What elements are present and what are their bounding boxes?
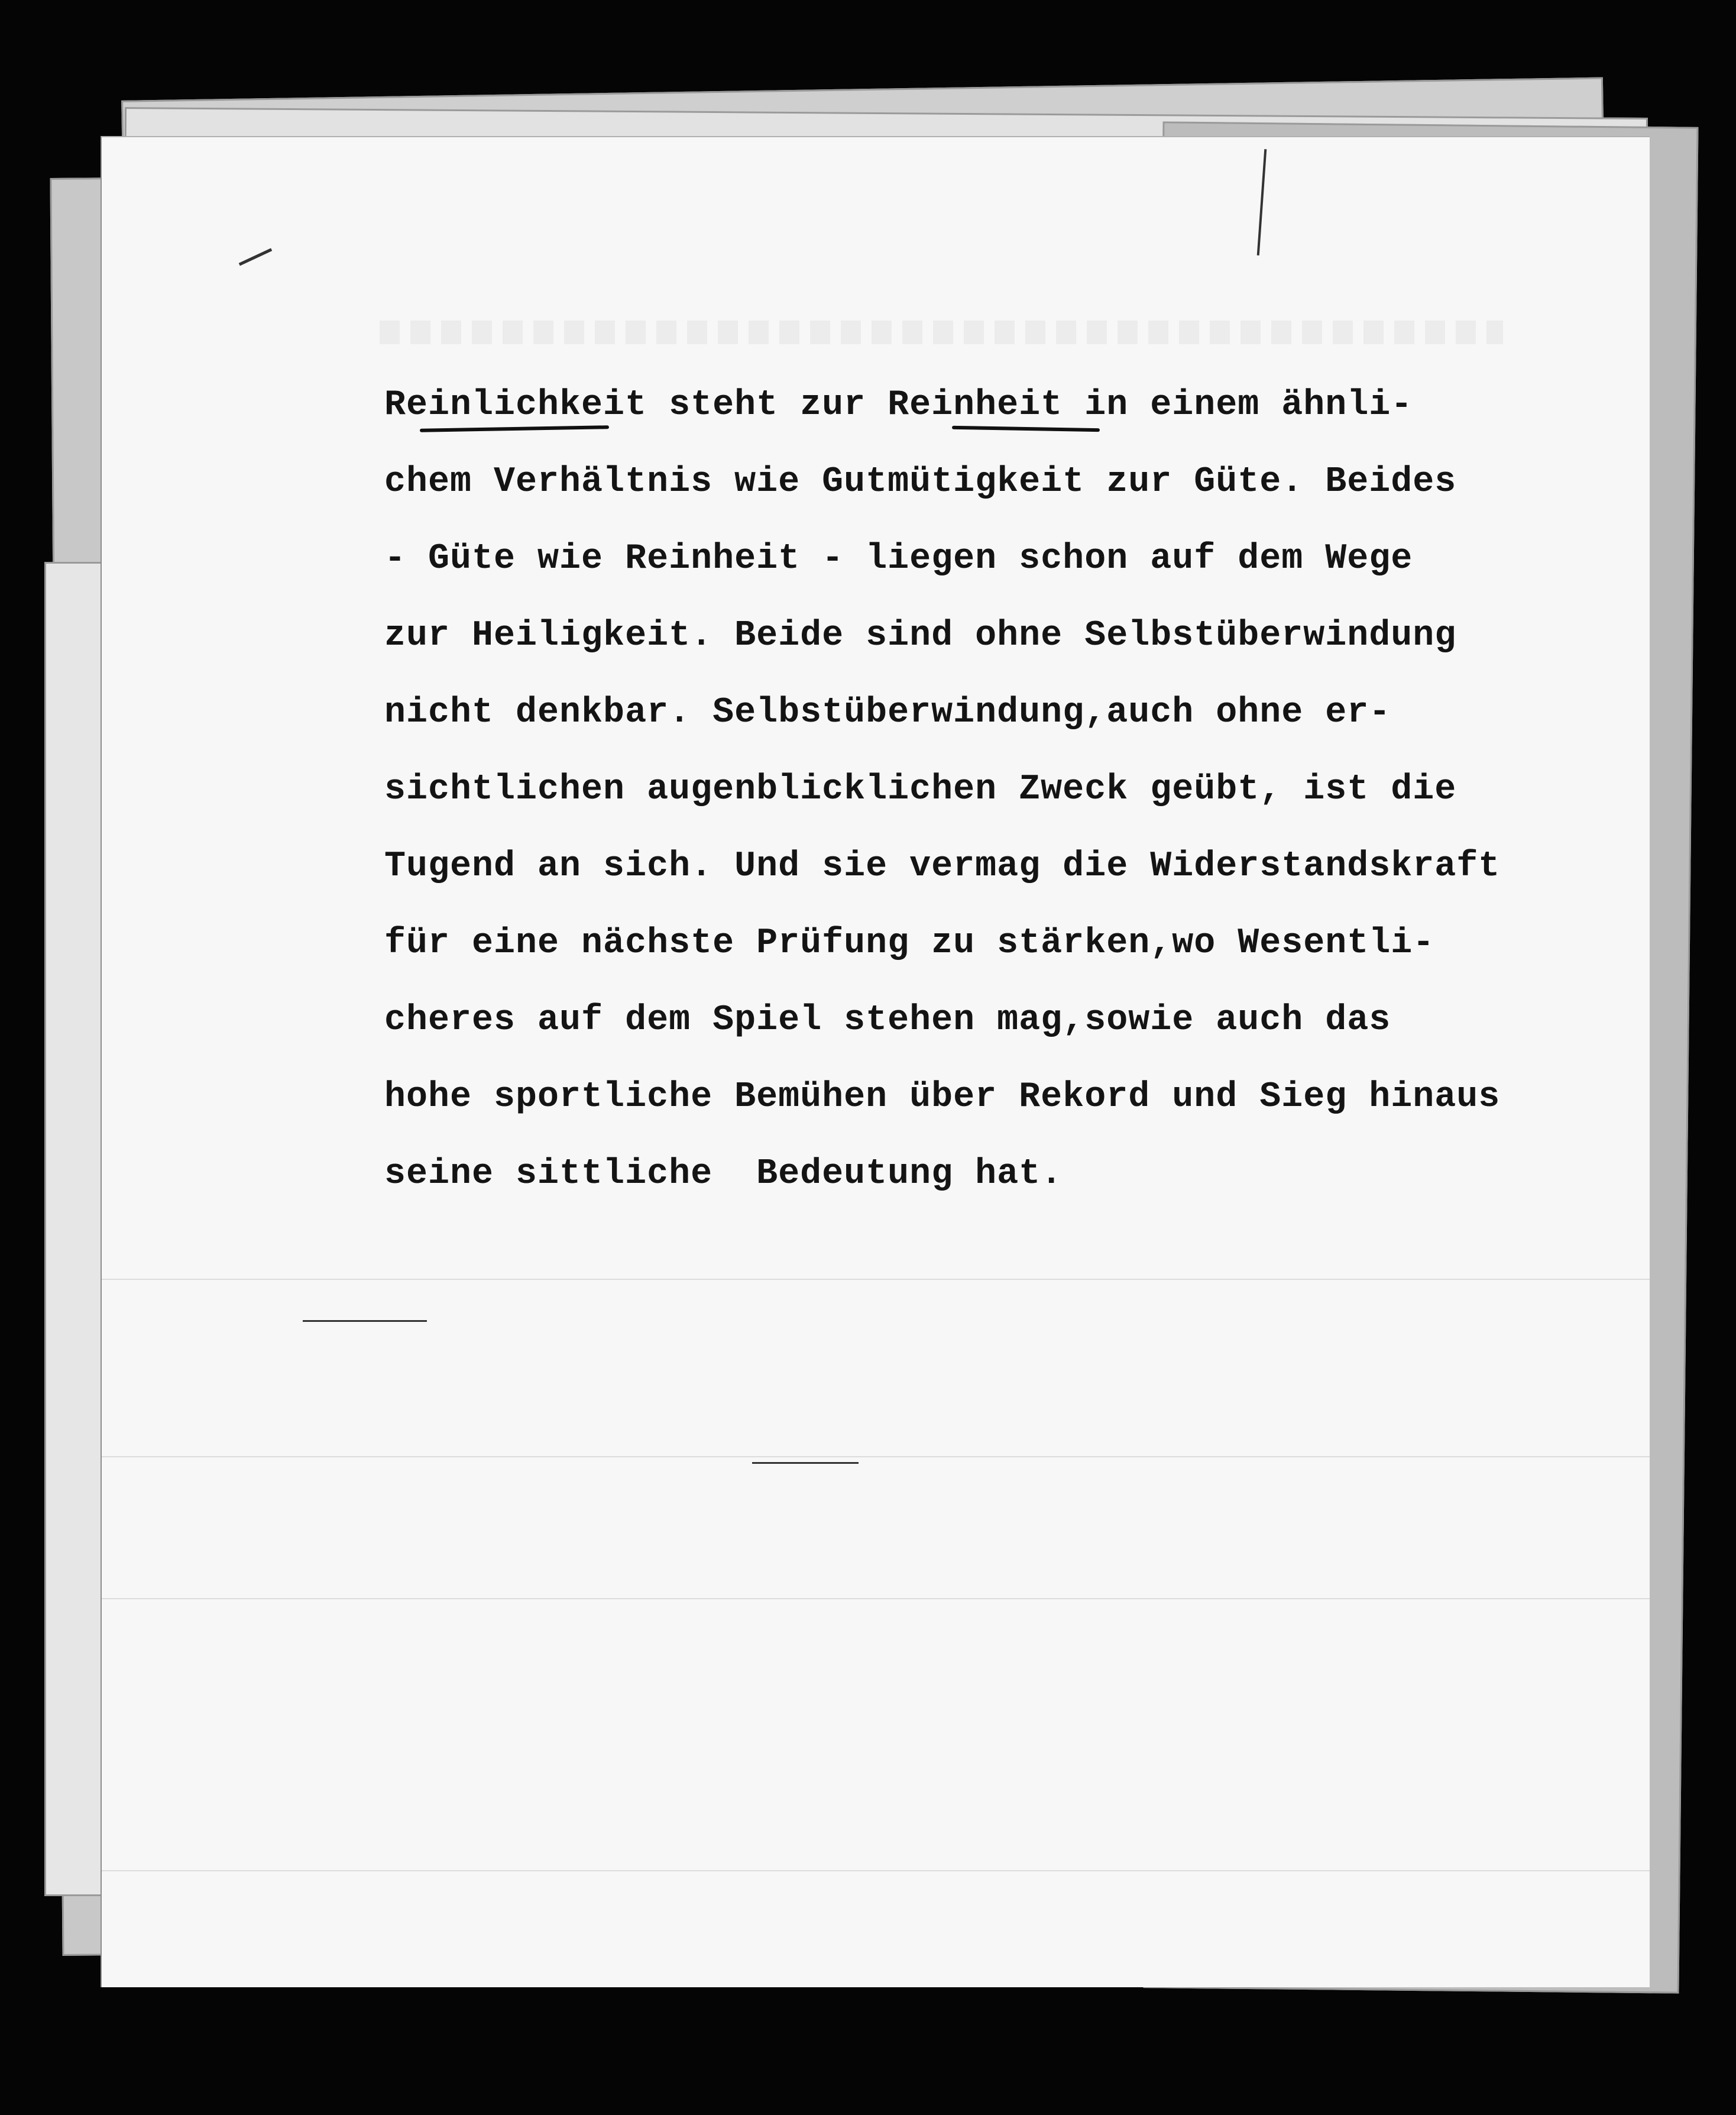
body-text xyxy=(384,367,1638,1212)
bleed-through-text xyxy=(380,321,1503,344)
text-line: hohe sportliche Bemühen über Rekord und Sieg hinaus xyxy=(384,1077,1501,1117)
text-line: Reinlichkeit steht zur Reinheit in einem ähnli- xyxy=(384,385,1413,425)
text-line: cheres auf dem Spiel stehen mag,sowie auch das xyxy=(384,1000,1391,1040)
page-rule xyxy=(102,1598,1650,1599)
pencil-mark xyxy=(752,1462,859,1464)
text-line: nicht denkbar. Selbstüberwindung,auch ohne er- xyxy=(384,693,1391,733)
page-rule xyxy=(102,1279,1650,1280)
pencil-mark xyxy=(303,1320,427,1322)
text-line: - Güte wie Reinheit - liegen schon auf dem Wege xyxy=(384,539,1413,579)
page-rule xyxy=(102,1870,1650,1871)
text-line: Tugend an sich. Und sie vermag die Widerstandskraft xyxy=(384,846,1501,887)
text-line: für eine nächste Prüfung zu stärken,wo Wesentli- xyxy=(384,923,1435,963)
text-line: sichtlichen augenblicklichen Zweck geübt, ist die xyxy=(384,769,1457,810)
page-rule xyxy=(102,1456,1650,1457)
pencil-mark xyxy=(1257,149,1267,256)
text-line: seine sittliche Bedeutung hat. xyxy=(384,1154,1063,1194)
text-line: zur Heiligkeit. Beide sind ohne Selbstüberwindung xyxy=(384,616,1457,656)
text-line: chem Verhältnis wie Gutmütigkeit zur Güte. Beides xyxy=(384,462,1457,502)
pencil-mark xyxy=(239,248,272,266)
